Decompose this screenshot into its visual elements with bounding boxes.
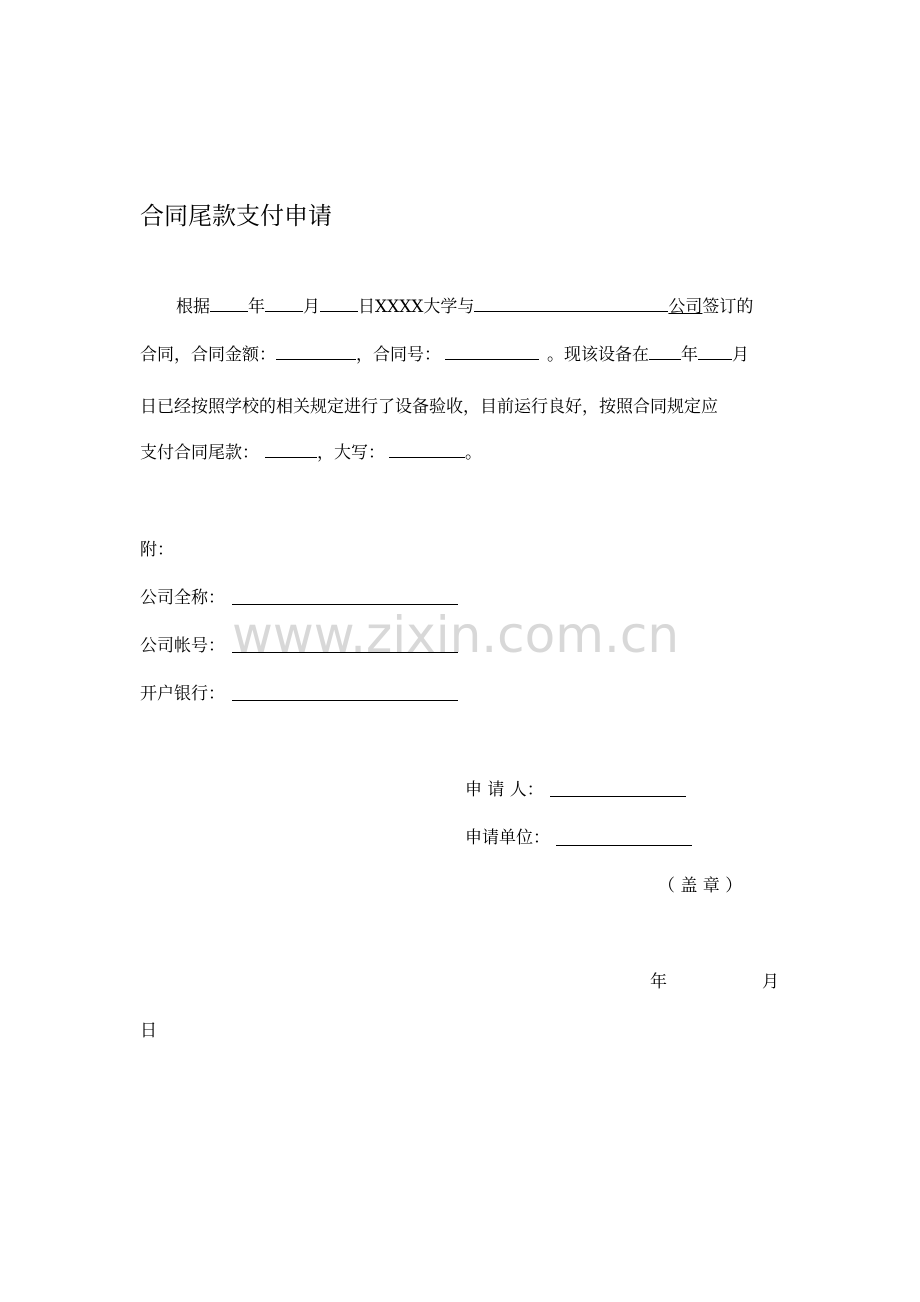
blank-year-1 xyxy=(210,295,248,312)
text-year-2: 年 xyxy=(681,345,698,365)
text-according: 根据 xyxy=(176,297,210,317)
paragraph-line-2 xyxy=(140,343,749,367)
seal-text: （ 盖 章 ） xyxy=(658,876,743,896)
bank-line xyxy=(232,700,458,701)
text-period: 。 xyxy=(465,443,482,463)
text-month-1: 月 xyxy=(303,297,320,317)
applicant-label: 申 请 人： xyxy=(465,780,544,800)
text-final-payment: 支付合同尾款： xyxy=(140,443,259,463)
text-university: 日XXXX大学与 xyxy=(358,297,475,317)
applicant-line xyxy=(550,796,686,797)
blank-final-amount xyxy=(265,441,317,458)
date-day: 日 xyxy=(140,1021,157,1041)
date-month: 月 xyxy=(762,972,779,992)
page-title: 合同尾款支付申请 xyxy=(140,202,332,230)
paragraph-line-3: 日已经按照学校的相关规定进行了设备验收，目前运行良好，按照合同规定应 xyxy=(140,397,718,417)
blank-month-2 xyxy=(698,343,732,360)
unit-line xyxy=(556,845,692,846)
blank-amount xyxy=(276,343,356,360)
text-year-1: 年 xyxy=(248,297,265,317)
account-label: 公司帐号： xyxy=(140,636,225,656)
text-company: 公司 xyxy=(668,297,703,317)
blank-year-2 xyxy=(649,343,681,360)
bank-label: 开户银行： xyxy=(140,684,225,704)
blank-day-1 xyxy=(320,295,358,312)
watermark: www.zixin.com.cn xyxy=(232,606,680,664)
blank-contract-no xyxy=(445,343,539,360)
blank-in-words xyxy=(389,441,465,458)
paragraph-line-1 xyxy=(176,295,753,319)
date-year: 年 xyxy=(650,972,667,992)
text-month-2: 月 xyxy=(732,345,749,365)
blank-company xyxy=(474,295,668,312)
company-name-line xyxy=(232,604,458,605)
unit-label: 申请单位： xyxy=(465,828,550,848)
company-name-label: 公司全称： xyxy=(140,588,225,608)
text-contract-no: ，合同号： xyxy=(356,345,441,365)
text-signed: 签订的 xyxy=(702,297,754,317)
blank-month-1 xyxy=(265,295,303,312)
text-device-status: 。现该设备在 xyxy=(547,345,649,365)
paragraph-line-4 xyxy=(140,441,482,465)
text-in-words: ，大写： xyxy=(317,443,385,463)
text-contract-amount: 合同，合同金额： xyxy=(140,345,276,365)
attachment-heading: 附： xyxy=(140,540,174,560)
